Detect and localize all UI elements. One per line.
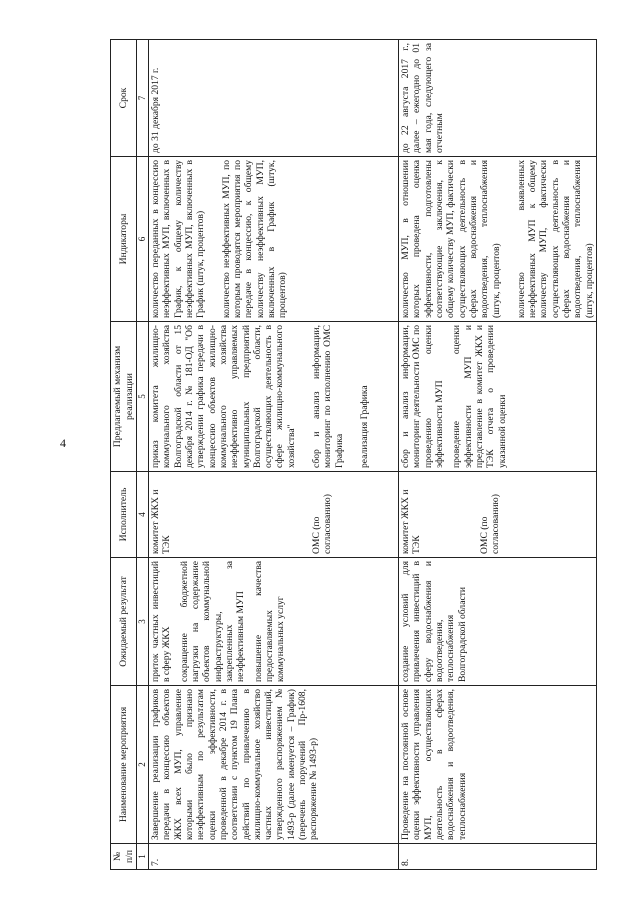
indicator: количество неэффективных МУП, по которым проводятся мероприятия по передаче в концессию, к общему количеству неэффективных МУП, включенных в График (штук, процентов) — [220, 160, 289, 318]
column-number: 1 — [137, 844, 149, 870]
executor: комитет ЖКХ и ТЭК — [150, 489, 173, 554]
mechanism-cell — [149, 322, 399, 472]
header-result: Ожидаемый результат — [111, 558, 137, 686]
executor: ОМС (по согласованию) — [478, 494, 501, 554]
column-number: 5 — [137, 322, 149, 472]
expected-result: повышение качества предоставляемых коммунальных услуг — [252, 561, 287, 682]
header-name: Наименование мероприятия — [111, 686, 137, 844]
indicator: количество выявленных неэффективных МУП к общему количеству МУП, фактически осуществляющих деятельность в сферах водоснабжения и водоотведения, теплоснабжения (штук, процентов) — [515, 160, 595, 318]
executor: ОМС (по согласованию) — [310, 494, 333, 554]
expected-result: приток частных инвестиций в сферу ЖКХ — [150, 561, 173, 682]
executor: комитет ЖКХ и ТЭК — [400, 489, 423, 554]
header-deadline: Срок — [111, 40, 137, 157]
indicator: количество переданных в концессию неэффективных МУП, включенных в График, к общему количеству неэффективных МУП, включенных в График (штук, процентов) — [150, 160, 207, 318]
expected-result-cell — [149, 558, 399, 686]
mechanism: сбор и анализ информации, мониторинг по исполнению ОМС Графика — [311, 325, 345, 468]
measure-name: Проведение на постоянной основе оценки эффективности управления МУП, осуществляющих деятельность в сферах водоснабжения и водоотведения, теплоснабжения — [399, 686, 597, 844]
measure-name: Завершение реализации графиков передачи в концессию объектов ЖКХ всех МУП, управление которыми было признано неэффективным по результатам оценки эффективности, проведенной в декабре 2014 г. в соответствии с пунктом 19 Плана действий по привлечению в жилищно-коммунальное хозяйство частных инвестиций, утвержденного распоряжением № 1493-р (далее именуется – График) (перечень поручений Пр-1608, распоряжение № 1493-р) — [149, 686, 399, 844]
header-mechanism: Предлагаемый механизм реализации — [111, 322, 137, 472]
row-number: 8. — [399, 844, 597, 870]
indicator: количество МУП, в отношении которых проведена оценка эффективности, подготовлены соответствующие заключения, к общему количеству МУП, фактически осуществляющих деятельность в сферах водоснабжения и водоотведения, теплоснабжения (штук, процентов) — [400, 160, 502, 318]
header-executor: Исполнитель — [111, 472, 137, 558]
executor-cell — [149, 472, 399, 558]
mechanism-cell — [399, 322, 597, 472]
table-row — [149, 40, 399, 870]
column-number: 6 — [137, 157, 149, 322]
measures-table — [110, 39, 597, 870]
header-num: № п/п — [111, 844, 137, 870]
header-row — [111, 40, 137, 870]
indicators-cell — [399, 157, 597, 322]
column-number: 7 — [137, 40, 149, 157]
deadline: до 22 августа 2017 г., далее – ежегодно до 01 мая года, следующего за отчетным — [399, 40, 597, 157]
executor-cell — [399, 472, 597, 558]
deadline: до 31 декабря 2017 г. — [149, 40, 399, 157]
row-number: 7. — [149, 844, 399, 870]
header-indicators: Индикаторы — [111, 157, 137, 322]
table-row — [399, 40, 597, 870]
expected-result: создание условий для привлечения инвестиций в сферу водоснабжения и водоотведения, теплоснабжения Волгоградской области — [399, 558, 597, 686]
mechanism: сбор и анализ информации, мониторинг деятельности ОМС по проведению оценки эффективности МУП — [400, 325, 445, 468]
indicators-cell — [149, 157, 399, 322]
column-number: 2 — [137, 686, 149, 844]
column-number: 4 — [137, 472, 149, 558]
landscape-sheet — [110, 40, 618, 870]
mechanism: проведение оценки эффективности МУП и представление в комитет ЖКХ и ТЭК отчета о проведении указанной оценки — [451, 325, 508, 468]
page-number: 4 — [60, 436, 66, 450]
mechanism: реализация Графика — [359, 385, 370, 468]
column-number-row — [137, 40, 149, 870]
column-number: 3 — [137, 558, 149, 686]
expected-result: сокращение бюджетной нагрузки на содержание объектов коммунальной инфраструктуры, закрепленных за неэффективным МУП — [178, 561, 247, 682]
mechanism: приказ комитета жилищно-коммунального хозяйства Волгоградской области от 15 декабря 2014 г. № 181-ОД "Об утверждении графика передачи в концессию объектов жилищно-коммунального хозяйства неэффективно управляемых муниципальных предприятий Волгоградской области, осуществляющих деятельность в сфере жилищно-коммунального хозяйства" — [150, 325, 297, 468]
